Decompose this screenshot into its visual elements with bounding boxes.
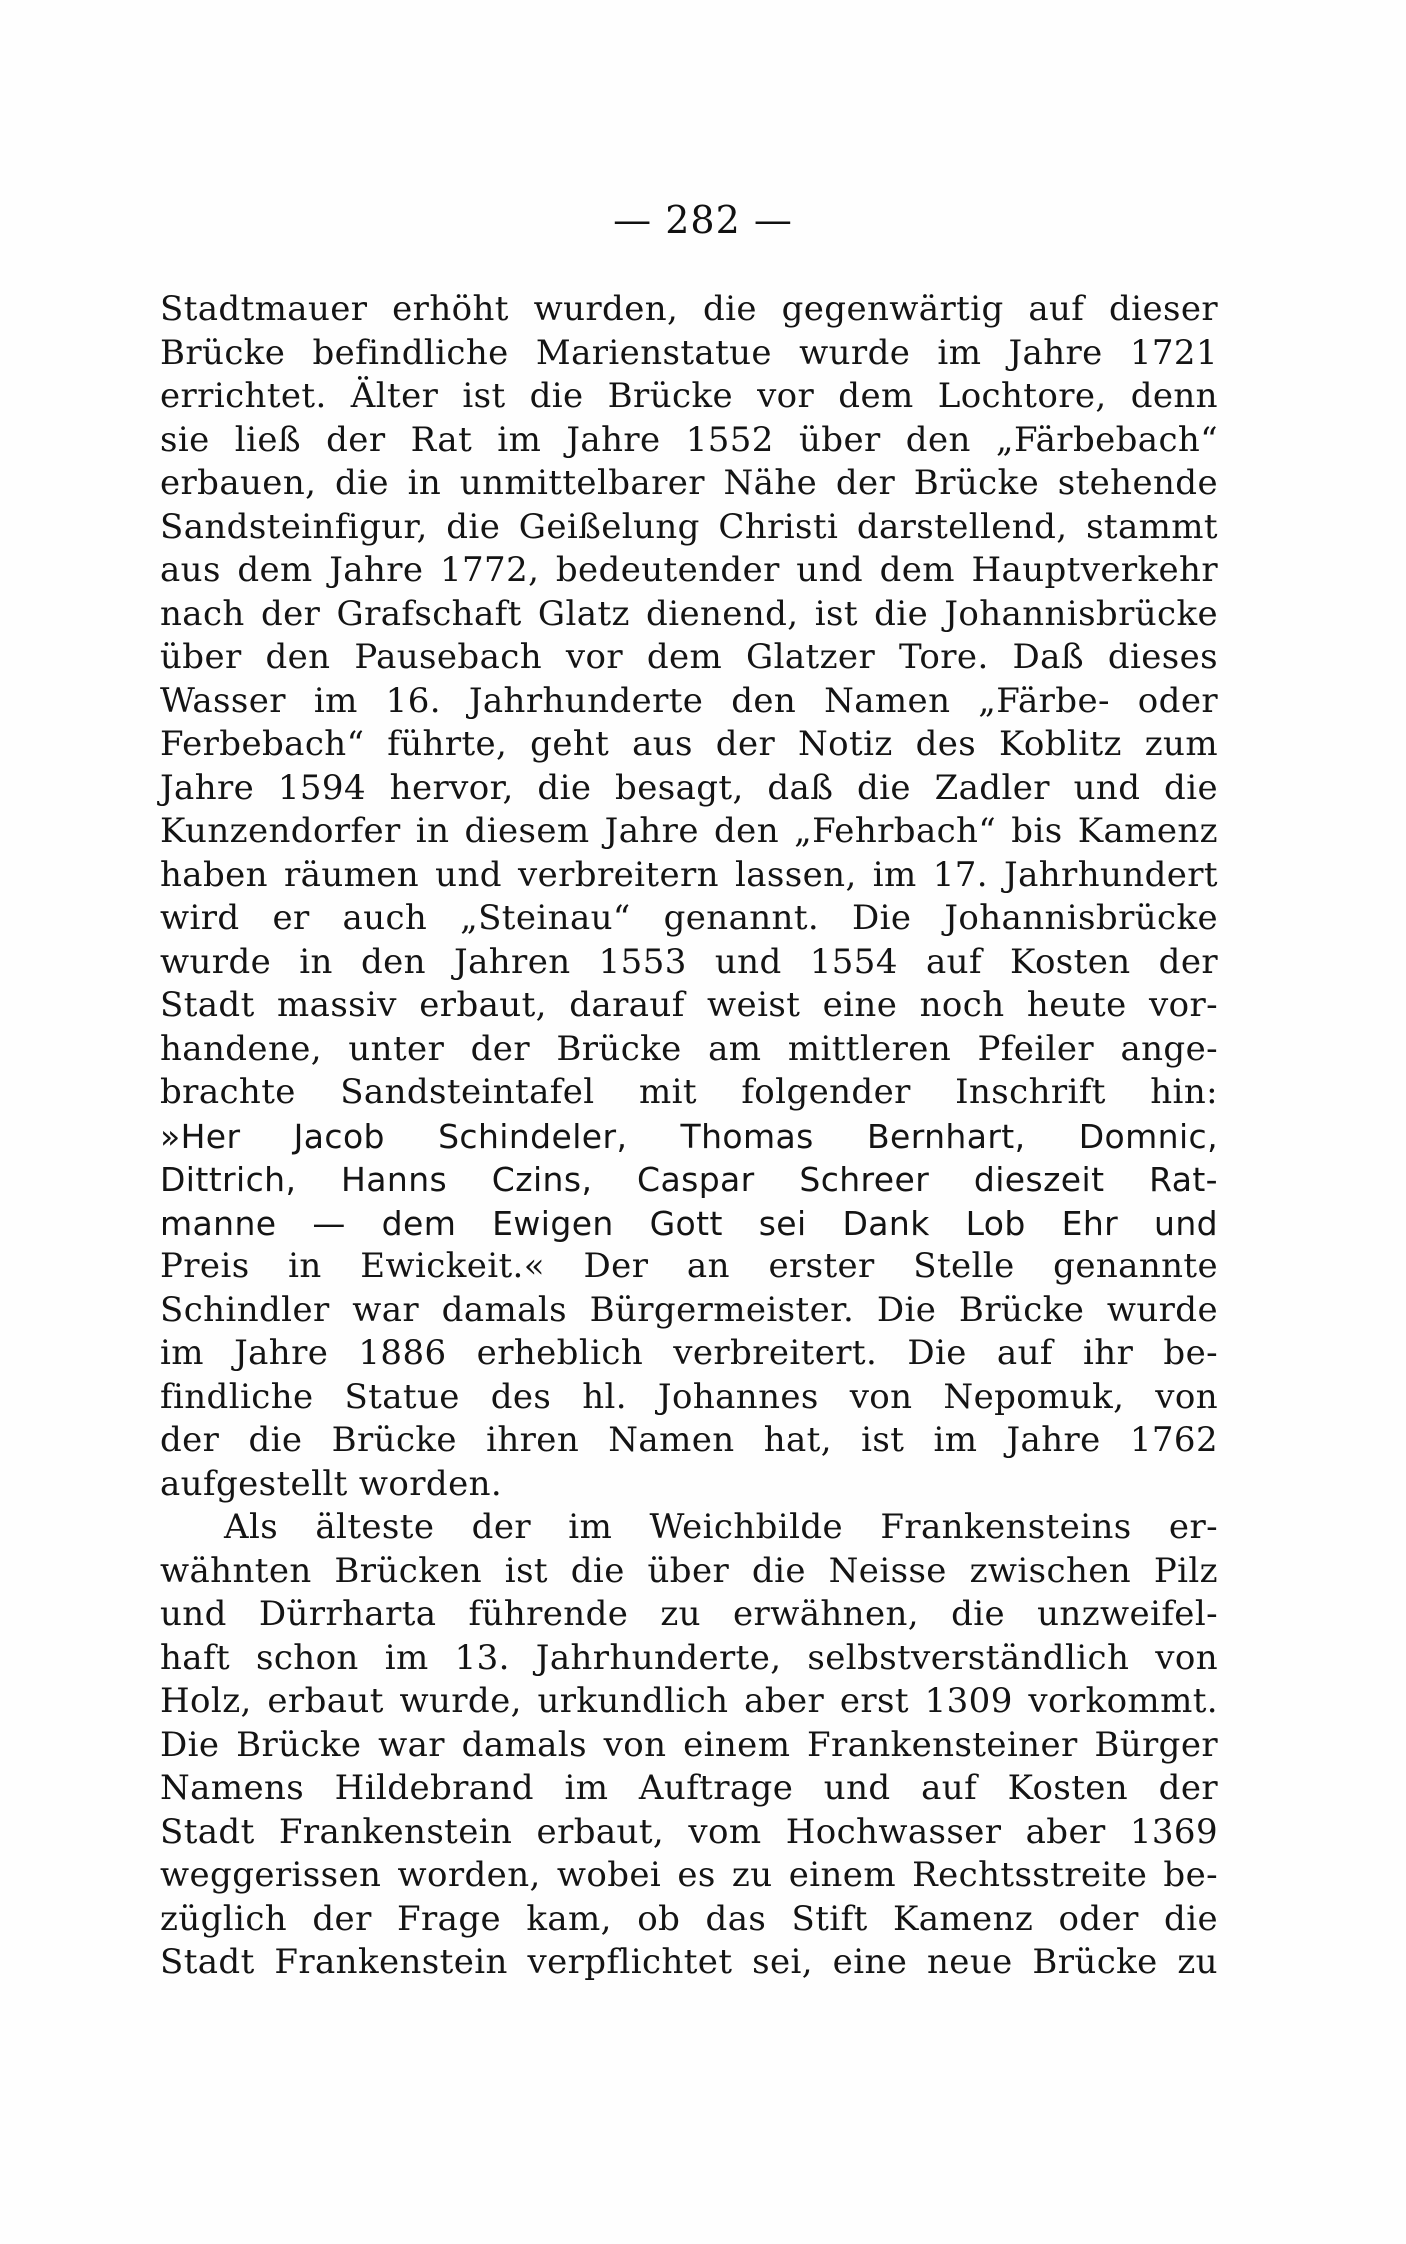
text-line: Holz, erbaut wurde, urkundlich aber erst 1309 vorkommt.	[160, 1681, 1218, 1721]
text-line: wurde in den Jahren 1553 und 1554 auf Kosten der	[160, 941, 1218, 982]
text-line: und Dürrharta führende zu erwähnen, die unzweifel-	[160, 1594, 1218, 1634]
text-line: Namens Hildebrand im Auftrage und auf Kosten der	[160, 1768, 1218, 1808]
page-number: — 282 —	[613, 198, 793, 242]
text-line: findliche Statue des hl. Johannes von Nepomuk, von	[160, 1376, 1218, 1417]
text-line: Brücke befindliche Marienstatue wurde im Jahre 1721	[160, 332, 1218, 373]
inscription-line: manne — dem Ewigen Gott sei Dank Lob Ehr und	[160, 1203, 1218, 1243]
text-line: handene, unter der Brücke am mittleren Pfeiler ange-	[160, 1028, 1218, 1069]
paragraph-end-line: aufgestellt worden.	[160, 1463, 503, 1504]
text-line: Stadt Frankenstein verpflichtet sei, eine neue Brücke zu	[160, 1942, 1218, 1982]
text-line: sie ließ der Rat im Jahre 1552 über den „Färbebach“	[160, 419, 1218, 460]
text-line: Schindler war damals Bürgermeister. Die Brücke wurde	[160, 1289, 1218, 1330]
text-line: Kunzendorfer in diesem Jahre den „Fehrbach“ bis Kamenz	[160, 811, 1218, 851]
text-line: Sandsteinfigur, die Geißelung Christi darstellend, stammt	[160, 506, 1218, 547]
text-line: Die Brücke war damals von einem Frankensteiner Bürger	[160, 1724, 1218, 1765]
text-line: aus dem Jahre 1772, bedeutender und dem Hauptverkehr	[160, 550, 1218, 590]
text-line: brachte Sandsteintafel mit folgender Inschrift hin:	[160, 1072, 1218, 1112]
text-line: im Jahre 1886 erheblich verbreitert. Die auf ihr be-	[160, 1333, 1218, 1373]
text-line: Stadt Frankenstein erbaut, vom Hochwasser aber 1369	[160, 1811, 1218, 1852]
inscription-line: »Her Jacob Schindeler, Thomas Bernhart, Domnic,	[160, 1116, 1218, 1156]
text-line: der die Brücke ihren Namen hat, ist im Jahre 1762	[160, 1420, 1218, 1460]
body-text	[160, 288, 1218, 1985]
inscription-line: Dittrich, Hanns Czins, Caspar Schreer dieszeit Rat-	[160, 1160, 1218, 1199]
text-line: haft schon im 13. Jahrhunderte, selbstverständlich von	[160, 1637, 1218, 1678]
text-line: züglich der Frage kam, ob das Stift Kamenz oder die	[160, 1898, 1218, 1939]
text-line: Ferbebach“ führte, geht aus der Notiz des Koblitz zum	[160, 724, 1218, 764]
text-line: Jahre 1594 hervor, die besagt, daß die Zadler und die	[160, 767, 1218, 808]
text-line: über den Pausebach vor dem Glatzer Tore. Daß dieses	[160, 637, 1218, 677]
text-line: wird er auch „Steinau“ genannt. Die Johannisbrücke	[160, 898, 1218, 938]
text-line: erbauen, die in unmittelbarer Nähe der Brücke stehende	[160, 463, 1218, 503]
text-line: Stadtmauer erhöht wurden, die gegenwärtig auf dieser	[160, 289, 1218, 329]
paragraph-start-line: Als älteste der im Weichbilde Frankensteins er-	[224, 1507, 1218, 1547]
text-line: wähnten Brücken ist die über die Neisse zwischen Pilz	[160, 1550, 1218, 1591]
text-line: weggerissen worden, wobei es zu einem Rechtsstreite be-	[160, 1855, 1218, 1895]
text-line: haben räumen und verbreitern lassen, im 17. Jahrhundert	[160, 854, 1218, 895]
text-line: Stadt massiv erbaut, darauf weist eine noch heute vor-	[160, 985, 1218, 1025]
text-line: errichtet. Älter ist die Brücke vor dem Lochtore, denn	[160, 376, 1218, 416]
text-line: Wasser im 16. Jahrhunderte den Namen „Färbe- oder	[160, 680, 1218, 721]
text-line: Preis in Ewickeit.« Der an erster Stelle genannte	[160, 1246, 1218, 1286]
text-line: nach der Grafschaft Glatz dienend, ist die Johannisbrücke	[160, 593, 1218, 634]
